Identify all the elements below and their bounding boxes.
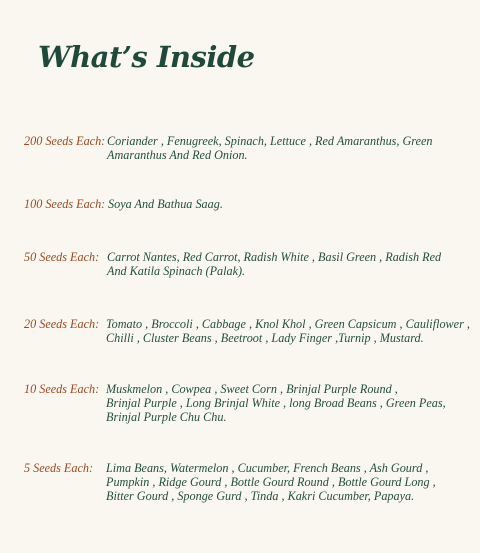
seed-list — [108, 197, 464, 211]
seed-list — [106, 461, 464, 503]
seed-count-label: 10 Seeds Each: — [24, 382, 100, 396]
seed-list — [107, 250, 464, 278]
seed-list-line: Lima Beans, Watermelon , Cucumber, French Beans , Ash Gourd , — [106, 461, 429, 475]
seed-count-label: 100 Seeds Each: — [24, 197, 106, 211]
seed-list-line: Coriander , Fenugreek, Spinach, Lettuce , Red Amaranthus, Green — [107, 134, 433, 148]
seed-list-line: Brinjal Purple Chu Chu. — [106, 410, 227, 424]
seed-count-label: 200 Seeds Each: — [24, 134, 106, 148]
seed-count-label: 20 Seeds Each: — [24, 317, 100, 331]
seed-list-line: Carrot Nantes, Red Carrot, Radish White , Basil Green , Radish Red — [107, 250, 442, 264]
seed-list-line: Amaranthus And Red Onion. — [107, 148, 248, 162]
seed-list-line: Soya And Bathua Saag. — [108, 197, 223, 211]
seed-list-line: Bitter Gourd , Sponge Gurd , Tinda , Kakri Cucumber, Papaya. — [106, 489, 415, 503]
seed-list — [107, 134, 464, 162]
seed-count-label: 5 Seeds Each: — [24, 461, 94, 475]
seed-list — [106, 382, 464, 424]
seed-list-line: And Katila Spinach (Palak). — [107, 264, 246, 278]
seed-list-line: Brinjal Purple , Long Brinjal White , long Broad Beans , Green Peas, — [106, 396, 446, 410]
seed-list-line: Chilli , Cluster Beans , Beetroot , Lady Finger ,Turnip , Mustard. — [106, 331, 424, 345]
seed-count-label: 50 Seeds Each: — [24, 250, 100, 264]
seed-list — [106, 317, 470, 345]
page-title: What’s Inside — [38, 40, 255, 74]
seed-list-line: Pumpkin , Ridge Gourd , Bottle Gourd Round , Bottle Gourd Long , — [106, 475, 436, 489]
seed-list-line: Muskmelon , Cowpea , Sweet Corn , Brinjal Purple Round , — [106, 382, 398, 396]
seed-list-line: Tomato , Broccoli , Cabbage , Knol Khol , Green Capsicum , Cauliflower , — [106, 317, 470, 331]
